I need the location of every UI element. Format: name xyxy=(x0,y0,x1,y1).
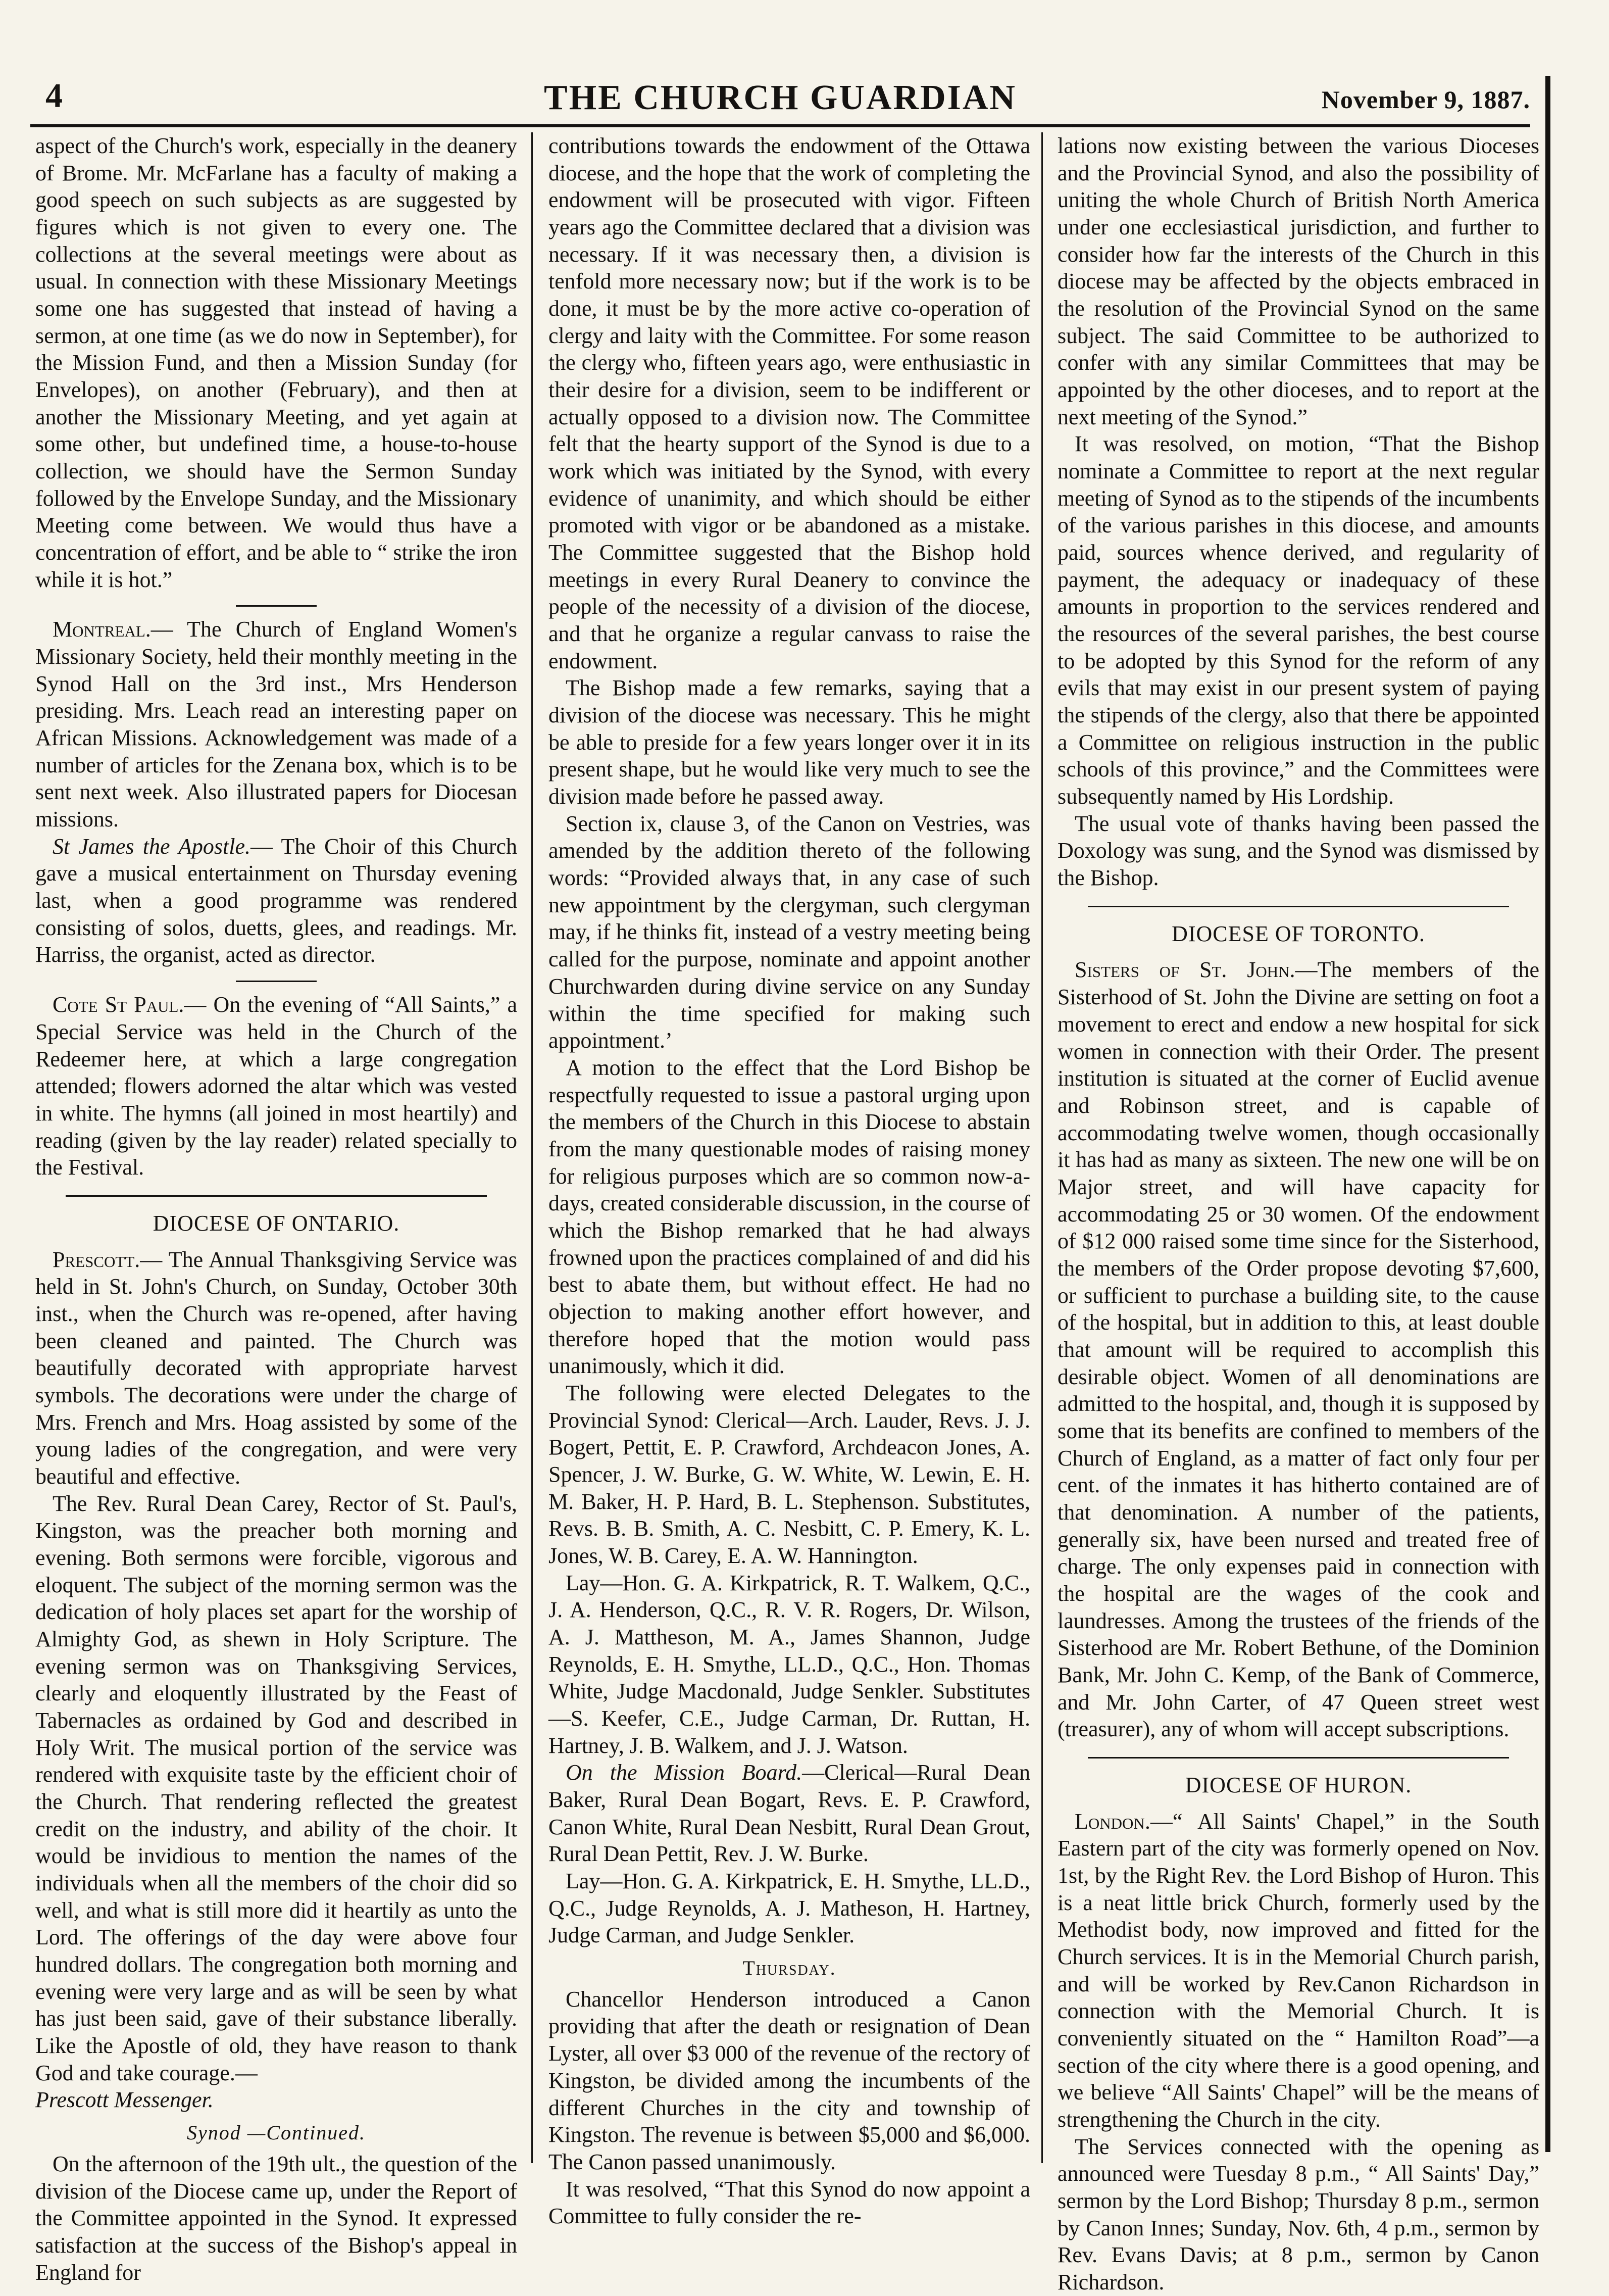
article-paragraph: Chancellor Henderson introduced a Canon providing that after the death or resignation of Dean Lyster, all over $3 000 of the revenue of the rectory of Kingston, be divided among the incumbents of the different Churches in the city and township of Kingston. The revenue is between $5,000 and $6,000. The Canon passed unanimously. xyxy=(548,1986,1030,2174)
item-lead: On the Mission Board. xyxy=(566,1760,802,1785)
article-paragraph: contributions towards the endowment of the Ottawa diocese, and the hope that the work of completing the endowment will be prosecuted with vigor. Fifteen years ago the Committee declared that a division was necessary. If it was necessary then, a division is tenfold more necessary now; but if the work is to be done, it must be by the more active co-operation of clergy and laity with the Committee. For some reason the clergy who, fifteen years ago, were enthusiastic in their desire for a division, seem to be indifferent or actually opposed to a division now. The Committee felt that the hearty support of the Synod is due to a work which was initiated by the Synod, with every evidence of unanimity, and which should be either promoted with vigor or be abandoned as a mistake. The Committee suggested that the Bishop hold meetings in every Rural Deanery to convince the people of the necessity of a division of the diocese, and that he organize a regular canvass to raise the endowment. xyxy=(548,133,1030,673)
column-2 xyxy=(548,132,1030,2229)
item-lead: St James the Apostle. xyxy=(53,834,250,859)
article-paragraph: On the afternoon of the 19th ult., the question of the division of the Diocese came up, under the Report of the Committee appointed in the Synod. It expressed satisfaction at the success of the Bishop's appeal in England for xyxy=(35,2151,517,2285)
section-heading: DIOCESE OF ONTARIO. xyxy=(153,1210,400,1236)
column-1 xyxy=(35,132,517,2285)
item-lead: London. xyxy=(1075,1809,1150,1834)
article-paragraph: aspect of the Church's work, especially in the deanery of Brome. Mr. McFarlane has a faculty of making a good speech on such subjects as are suggested by figures which is not given to every one. The collections at the several meetings were about as usual. In connection with these Missionary Meetings some one has suggested that instead of having a sermon, at one time (as we do now in September), for the Mission Fund, and then a Mission Sunday (for Envelopes), on another (February), and then at another the Missionary Meeting, and yet again at some other, but undefined time, a house-to-house collection, we should have the Sermon Sunday followed by the Envelope Sunday, and the Missionary Meeting come between. We would thus have a concentration of effort, and be able to “ strike the iron while it is hot.” xyxy=(35,133,517,592)
page-edge-bar xyxy=(1545,76,1550,2152)
item-text: —Clerical—Rural Dean Baker, Rural Dean Bogart, Revs. E. P. Crawford, Canon White, Rural Dean Nesbitt, Rural Dean Grout, Rural Dean Pettit, Rev. J. W. Burke. xyxy=(548,1760,1030,1867)
article-paragraph: It was resolved, “That this Synod do now appoint a Committee to fully consider the re- xyxy=(548,2176,1030,2229)
separator-rule xyxy=(236,981,317,982)
issue-date: November 9, 1887. xyxy=(1321,85,1530,114)
article-paragraph: lations now existing between the various Dioceses and the Provincial Synod, and also the possibility of uniting the whole Church of British North America under one ecclesiastical jurisdiction, and further to consider how far the interests of the Church in this diocese may be affected by the objects embraced in the resolution of the Provincial Synod on the same subject. The said Committee to be authorized to confer with any similar Committees that may be appointed by the other dioceses, and to report at the next meeting of the Synod.” xyxy=(1058,133,1539,429)
masthead xyxy=(30,76,1530,121)
masthead-rule xyxy=(30,124,1530,127)
article-paragraph: Lay—Hon. G. A. Kirkpatrick, E. H. Smythe, LL.D., Q.C., Judge Reynolds, A. J. Matheson, H. Hartney, Judge Carman, and Judge Senkler. xyxy=(548,1869,1030,1948)
article-paragraph xyxy=(1058,1808,1539,2133)
item-lead: Prescott. xyxy=(53,1247,140,1272)
newspaper-title: THE CHURCH GUARDIAN xyxy=(544,78,1017,117)
item-text: — The Annual Thanksgiving Service was held in St. John's Church, on Sunday, October 30th inst., when the Church was re-opened, after having been cleaned and painted. The Church was beautifully decorated with appropriate harvest symbols. The decorations were under the charge of Mrs. French and Mrs. Hoag assisted by some of the young ladies of the congregation, and were very beautiful and effective. xyxy=(35,1247,517,1489)
article-paragraph: A motion to the effect that the Lord Bishop be respectfully requested to issue a pastoral urging upon the members of the Church in this Diocese to abstain from the many questionable modes of raising money for religious purposes which are so common now-a-days, created considerable discussion, in the course of which the Bishop remarked that he had always frowned upon the practices complained of and did his best to abate them, but without effect. He had no objection to making another effort however, and therefore hoped that the motion would pass unanimously, which it did. xyxy=(548,1055,1030,1379)
article-paragraph xyxy=(35,616,517,833)
column-rule xyxy=(531,132,533,2163)
article-paragraph: The Bishop made a few remarks, saying that a division of the diocese was necessary. This he might be able to preside for a few years longer over it in its present shape, but he would like very much to see the division made before he passed away. xyxy=(548,675,1030,809)
item-lead: Sisters of St. John. xyxy=(1075,957,1295,983)
item-lead: Montreal. xyxy=(53,617,151,642)
separator-rule xyxy=(236,605,317,607)
article-paragraph: Section ix, clause 3, of the Canon on Vestries, was amended by the addition thereto of the following words: “Provided always that, in any case of such new appointment by the clergyman, such clergyman may, if he thinks fit, instead of a vestry meeting being called for the purpose, nominate and appoint another Churchwarden during divine service on any Sunday within the time specified for making such appointment.’ xyxy=(548,811,1030,1053)
article-paragraph: Lay—Hon. G. A. Kirkpatrick, R. T. Walkem, Q.C., J. A. Henderson, Q.C., R. V. R. Rogers, Dr. Wilson, A. J. Mattheson, M. A., James Shannon, Judge Reynolds, E. H. Smythe, LL.D., Q.C., Hon. Thomas White, Judge Macdonald, Judge Senkler. Substitutes—S. Keefer, C.E., Judge Carman, Dr. Ruttan, H. Hartney, J. B. Walkem, and J. J. Watson. xyxy=(548,1570,1030,1758)
article-paragraph: The usual vote of thanks having been passed the Doxology was sung, and the Synod was dismissed by the Bishop. xyxy=(1058,811,1539,891)
page-number: 4 xyxy=(45,76,63,115)
article-paragraph xyxy=(1058,956,1539,1742)
item-text: — The Church of England Women's Missionary Society, held their monthly meeting in the Synod Hall on the 3rd inst., Mrs Henderson presiding. Mrs. Leach read an interesting paper on African Missions. Acknowledgement was made of a number of articles for the Zenana box, which is to be sent next week. Also illustrated papers for Diocesan missions. xyxy=(35,617,517,832)
article-paragraph: The Services connected with the opening as announced were Tuesday 8 p.m., “ All Saints' Day,” sermon by the Lord Bishop; Thursday 8 p.m., sermon by Canon Innes; Sunday, Nov. 6th, 4 p.m., sermon by Rev. Evans Davis; at 8 p.m., sermon by Canon Richardson. xyxy=(1058,2134,1539,2295)
section-rule xyxy=(1088,906,1509,907)
column-rule xyxy=(1041,132,1043,2163)
section-heading: DIOCESE OF TORONTO. xyxy=(1172,921,1425,946)
article-paragraph xyxy=(35,1246,517,1490)
article-paragraph xyxy=(548,1759,1030,1868)
item-text: — The Choir of this Church gave a musical entertainment on Thursday evening last, when a good programme was rendered consisting of solos, duetts, glees, and readings. Mr. Harriss, the organist, acted as director. xyxy=(35,834,517,967)
section-subheading: Synod —Continued. xyxy=(187,2121,366,2144)
column-3 xyxy=(1058,132,1539,2295)
section-heading: DIOCESE OF HURON. xyxy=(1185,1772,1412,1797)
article-paragraph xyxy=(35,833,517,968)
article-paragraph: The following were elected Delegates to the Provincial Synod: Clerical—Arch. Lauder, Revs. J. J. Bogert, Pettit, E. P. Crawford, Archdeacon Jones, A. Spencer, J. W. Burke, G. W. White, W. Lewin, E. H. M. Baker, H. P. Hard, B. L. Stephenson. Substitutes, Revs. B. B. Smith, A. C. Nesbitt, C. P. Emery, K. L. Jones, W. B. Carey, E. A. W. Hannington. xyxy=(548,1380,1030,1568)
section-rule xyxy=(1088,1757,1509,1758)
section-subheading: Thursday. xyxy=(742,1957,836,1980)
item-text: —The members of the Sisterhood of St. John the Divine are setting on foot a movement to erect and endow a new hospital for sick women in connection with their Order. The present institution is situated at the corner of Euclid avenue and Robinson street, and is capable of accommodating twelve women, though occasionally it has had as many as sixteen. The new one will be on Major street, and will have capacity for accommodating 25 or 30 women. Of the endowment of $12 000 raised some time since for the Sisterhood, the members of the Order propose devoting $7,600, or sufficient to purchase a building site, to the cause of the hospital, but in addition to this, at least double that amount will be required to accomplish this desirable object. Women of all denominations are admitted to the hospital, and, though it is supposed by some that its benefits are confined to members of the Church of England, as a matter of fact only four per cent. of the inmates it has hitherto contained are of that denomination. A number of the patients, generally six, have been nursed and treated free of charge. The only expenses paid in connection with the hospital are the wages of the cook and laundresses. Among the trustees of the friends of the Sisterhood are Mr. Robert Bethune, of the Dominion Bank, Mr. John C. Kemp, of the Bank of Commerce, and Mr. John Carter, of 47 Queen street west (treasurer), any of whom will accept subscriptions. xyxy=(1058,957,1539,1742)
article-paragraph xyxy=(35,991,517,1181)
article-paragraph: The Rev. Rural Dean Carey, Rector of St. Paul's, Kingston, was the preacher both morning and evening. Both sermons were forcible, vigorous and eloquent. The subject of the morning sermon was the dedication of holy places set apart for the worship of Almighty God, as shewn in Holy Scripture. The evening sermon was on Thanksgiving Services, clearly and eloquently illustrated by the Feast of Tabernacles as ordained by God and described in Holy Writ. The musical portion of the service was rendered with exquisite taste by the efficient choir of the Church. That rendering reflected the greatest credit on the industry, and ability of the choir. It would be invidious to mention the names of the individuals when all the members of the choir did so well, and what is still more did it heartily as unto the Lord. The offerings of the day were above four hundred dollars. The congregation both morning and evening were very large and as will be seen by what has just been said, gave of their substance liberally. Like the Apostle of old, they have reason to thank God and take courage.— xyxy=(35,1491,517,2085)
item-text: — On the evening of “All Saints,” a Special Service was held in the Church of the Redeemer here, at which a large congregation attended; flowers adorned the altar which was vested in white. The hymns (all joined in most heartily) and reading (given by the lay reader) related specially to the Festival. xyxy=(35,992,517,1180)
article-signature: Prescott Messenger. xyxy=(35,2087,214,2113)
item-text: —“ All Saints' Chapel,” in the South Eastern part of the city was formerly opened on Nov. 1st, by the Right Rev. the Lord Bishop of Huron. This is a neat little brick Church, formerly used by the Methodist body, now improved and fitted for the Church services. It is in the Memorial Church parish, and will be worked by Rev.Canon Richardson in connection with the Memorial Church. It is conveniently situated on the “ Hamilton Road”—a section of the city where there is a good opening, and we believe “All Saints' Chapel” will be the means of strengthening the Church in the city. xyxy=(1058,1809,1539,2132)
article-paragraph: It was resolved, on motion, “That the Bishop nominate a Committee to report at the next regular meeting of Synod as to the stipends of the incumbents of the various parishes in this diocese, and amounts paid, sources whence derived, and regularity of payment, the adequacy or inadequacy of these amounts in proportion to the services rendered and the resources of the several parishes, the best course to be adopted by this Synod for the reform of any evils that may exist in our present system of paying the stipends of the clergy, also that there be appointed a Committee on religious instruction in the public schools of this province,” and the Committees were subsequently named by His Lordship. xyxy=(1058,431,1539,809)
item-lead: Cote St Paul. xyxy=(53,992,184,1017)
section-rule xyxy=(66,1195,487,1197)
